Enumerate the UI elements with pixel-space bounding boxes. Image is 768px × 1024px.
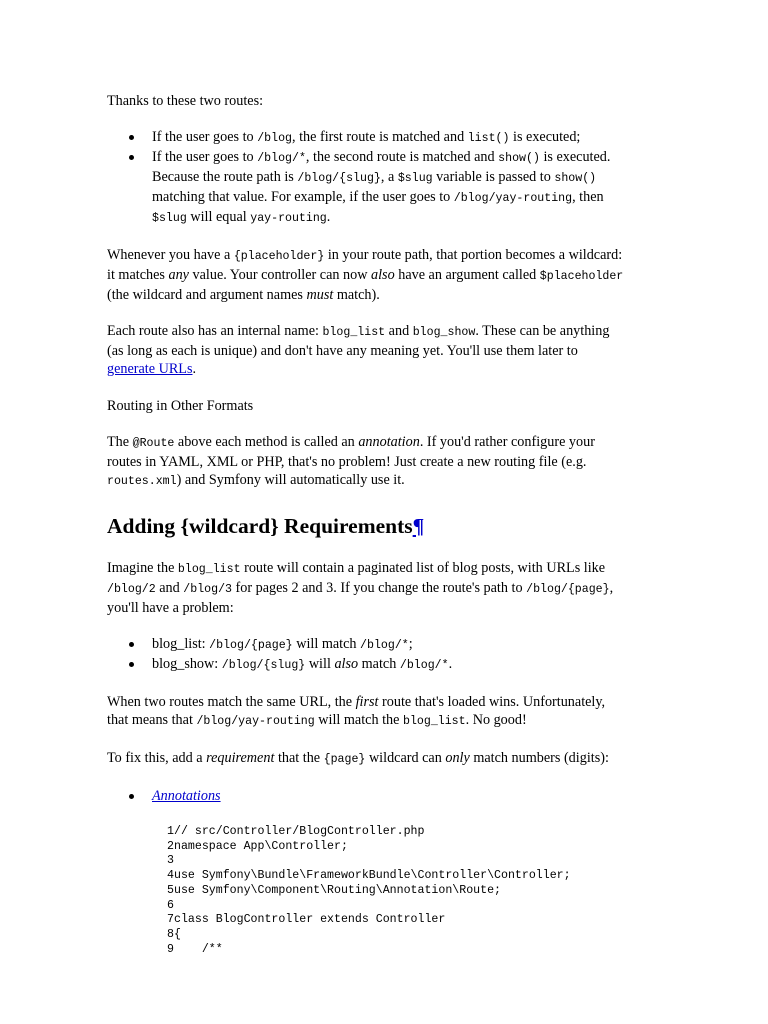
intro-paragraph: Thanks to these two routes:: [107, 93, 264, 109]
code-text: {: [174, 927, 181, 941]
routes-list: [107, 128, 667, 228]
code-text: use Symfony\Component\Routing\Annotation\Route;: [174, 883, 501, 897]
line-number: 7: [167, 913, 174, 927]
document-content: [107, 92, 667, 957]
line-number: 1: [167, 825, 174, 838]
code-line: [160, 854, 667, 869]
line-number: 4: [167, 869, 174, 883]
format-tabs-list: [107, 787, 667, 805]
annotations-tab-link[interactable]: Annotations: [152, 788, 221, 804]
line-number: 6: [167, 898, 174, 912]
code-line: [160, 869, 667, 884]
generate-urls-link[interactable]: generate URLs: [107, 361, 193, 377]
code-line: [160, 928, 667, 943]
code-text: namespace App\Controller;: [174, 839, 348, 853]
first-route-paragraph: When two routes match the same URL, the first route that's loaded wins. Unfortunately, that means that /blog/yay-routing will match the blog_list. No good!: [107, 694, 606, 728]
route-names-paragraph: Each route also has an internal name: blog_list and blog_show. These can be anything (as long as each is unique) and don't have any meaning yet. You'll use them later to generate URLs.: [107, 323, 610, 377]
code-text: use Symfony\Bundle\FrameworkBundle\Controller\Controller;: [174, 869, 571, 883]
line-number: 9: [167, 942, 174, 956]
formats-heading: Routing in Other Formats: [107, 398, 254, 414]
code-block: [160, 825, 667, 957]
placeholder-paragraph: Whenever you have a {placeholder} in your route path, that portion becomes a wildcard: it matches any value. Your controller can now also have an argument called $placeholder (the wildcard and argument names must match).: [107, 247, 624, 303]
section-heading: Adding {wildcard} Requirements¶: [107, 514, 425, 538]
code-text: /**: [174, 942, 223, 956]
list-item: If the user goes to /blog, the first route is matched and list() is executed;: [107, 128, 667, 148]
code-line: [160, 943, 667, 958]
imagine-paragraph: Imagine the blog_list route will contain a paginated list of blog posts, with URLs like /blog/2 and /blog/3 for pages 2 and 3. If you change the route's path to /blog/{page}, you'll have a problem:: [107, 560, 614, 616]
list-item: blog_list: /blog/{page} will match /blog/*;: [107, 635, 667, 655]
line-number: 3: [167, 854, 174, 868]
code-line: [160, 825, 667, 840]
code-text: class BlogController extends Controller: [174, 913, 446, 927]
line-number: 8: [167, 927, 174, 941]
code-line: [160, 884, 667, 899]
fix-paragraph: To fix this, add a requirement that the {page} wildcard can only match numbers (digits):: [107, 750, 609, 766]
line-number: 2: [167, 839, 174, 853]
code-line: [160, 840, 667, 855]
line-number: 5: [167, 883, 174, 897]
code-line: [160, 913, 667, 928]
list-item: blog_show: /blog/{slug} will also match /blog/*.: [107, 655, 667, 675]
formats-paragraph: The @Route above each method is called an annotation. If you'd rather configure your routes in YAML, XML or PHP, that's no problem! Just create a new routing file (e.g. routes.xml) and Symfony will automatically use it.: [107, 434, 595, 488]
code-text: // src/Controller/BlogController.php: [174, 825, 425, 838]
section-anchor-link[interactable]: ¶: [412, 514, 425, 538]
code-line: [160, 899, 667, 914]
list-item: If the user goes to /blog/*, the second route is matched and show() is executed. Because the route path is /blog/{slug}, a $slug variable is passed to show() matching that value. For example, if the user goes to /blog/yay-routing, then $slug will equal yay-routing.: [107, 148, 667, 228]
list-item: [107, 787, 667, 805]
problem-list: [107, 635, 667, 675]
